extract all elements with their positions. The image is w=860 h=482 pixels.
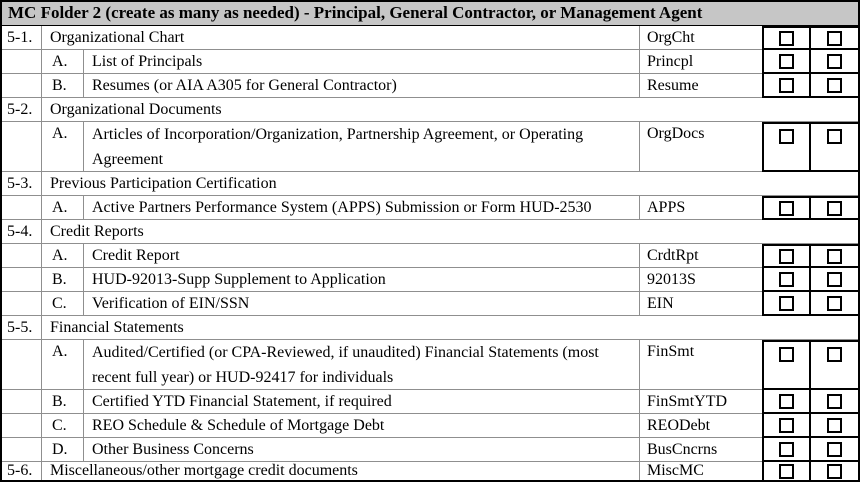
item-code: FinSmt [640,340,762,390]
checkbox-cell [811,390,858,414]
item-code: CrdtRpt [640,244,762,268]
table-row [2,244,858,268]
checkbox-2[interactable] [827,201,842,216]
item-description: Verification of EIN/SSN [84,292,640,316]
checkbox-2[interactable] [827,31,842,46]
item-code: Princpl [640,50,762,74]
table-row [2,50,858,74]
checkbox-1[interactable] [779,394,794,409]
checkbox-cell [762,50,811,74]
table-row [2,26,858,50]
checkbox-cell [762,26,811,50]
section-number [2,244,42,268]
section-number: 5-6. [2,462,42,480]
table-row [2,390,858,414]
checkbox-2[interactable] [827,249,842,264]
checkbox-cell [811,244,858,268]
item-description: Previous Participation Certification [42,172,858,196]
item-description: REO Schedule & Schedule of Mortgage Debt [84,414,640,438]
table-row [2,74,858,98]
item-letter: D. [42,438,84,462]
item-description: Articles of Incorporation/Organization, Partnership Agreement, or Operating Agreement [84,122,640,172]
table-row [2,122,858,172]
section-number: 5-1. [2,26,42,50]
item-description: Miscellaneous/other mortgage credit documents [42,462,640,480]
item-letter: B. [42,268,84,292]
item-description: Financial Statements [42,316,858,340]
checkbox-cell [762,74,811,98]
checkbox-cell [811,26,858,50]
checkbox-cell [762,292,811,316]
checkbox-cell [811,50,858,74]
item-description: Resumes (or AIA A305 for General Contractor) [84,74,640,98]
item-description: Credit Report [84,244,640,268]
checkbox-2[interactable] [827,78,842,93]
table-row [2,462,858,480]
item-letter: A. [42,244,84,268]
item-description: List of Principals [84,50,640,74]
item-code: REODebt [640,414,762,438]
section-number [2,196,42,220]
item-letter: A. [42,122,84,172]
item-description: Audited/Certified (or CPA-Reviewed, if unaudited) Financial Statements (most recent full year) or HUD-92417 for individuals [84,340,640,390]
item-code: FinSmtYTD [640,390,762,414]
checkbox-cell [811,268,858,292]
table-row [2,292,858,316]
checklist-rows [2,26,858,480]
checkbox-cell [762,268,811,292]
checkbox-2[interactable] [827,394,842,409]
checkbox-1[interactable] [779,418,794,433]
folder-title: MC Folder 2 (create as many as needed) - Principal, General Contractor, or Management Agent [2,2,858,26]
table-row [2,414,858,438]
checkbox-cell [762,244,811,268]
checkbox-cell [811,292,858,316]
item-description: HUD-92013-Supp Supplement to Application [84,268,640,292]
item-letter: C. [42,292,84,316]
checkbox-cell [762,122,811,172]
checkbox-1[interactable] [779,78,794,93]
checkbox-cell [762,196,811,220]
checkbox-2[interactable] [827,418,842,433]
section-number: 5-2. [2,98,42,122]
section-number [2,292,42,316]
table-row [2,220,858,244]
checkbox-2[interactable] [827,129,842,144]
item-code: OrgDocs [640,122,762,172]
item-description: Active Partners Performance System (APPS) Submission or Form HUD-2530 [84,196,640,220]
checkbox-1[interactable] [779,296,794,311]
section-number [2,50,42,74]
checkbox-cell [762,414,811,438]
item-code: APPS [640,196,762,220]
checkbox-2[interactable] [827,54,842,69]
checkbox-1[interactable] [779,31,794,46]
table-row [2,316,858,340]
checkbox-2[interactable] [827,296,842,311]
checkbox-cell [762,438,811,462]
section-number: 5-3. [2,172,42,196]
checkbox-cell [811,196,858,220]
item-description: Other Business Concerns [84,438,640,462]
checkbox-1[interactable] [779,129,794,144]
checkbox-cell [811,462,858,480]
item-code: OrgCht [640,26,762,50]
item-code: Resume [640,74,762,98]
checkbox-cell [811,74,858,98]
checkbox-cell [811,122,858,172]
item-letter: C. [42,414,84,438]
checkbox-1[interactable] [779,249,794,264]
section-number [2,390,42,414]
table-row [2,438,858,462]
checkbox-1[interactable] [779,442,794,457]
section-number: 5-4. [2,220,42,244]
checkbox-1[interactable] [779,272,794,287]
section-number [2,414,42,438]
table-row [2,172,858,196]
section-number [2,340,42,390]
item-letter: B. [42,390,84,414]
checkbox-2[interactable] [827,347,842,362]
item-code: 92013S [640,268,762,292]
checkbox-cell [811,340,858,390]
section-number: 5-5. [2,316,42,340]
checkbox-2[interactable] [827,272,842,287]
item-code: BusCncrns [640,438,762,462]
checkbox-1[interactable] [779,54,794,69]
section-number [2,74,42,98]
item-description: Organizational Documents [42,98,858,122]
section-number [2,122,42,172]
table-row [2,268,858,292]
checkbox-cell [811,438,858,462]
checkbox-1[interactable] [779,347,794,362]
checkbox-1[interactable] [779,464,794,479]
table-row [2,340,858,390]
item-letter: A. [42,340,84,390]
checkbox-1[interactable] [779,201,794,216]
checkbox-cell [762,462,811,480]
item-description: Certified YTD Financial Statement, if required [84,390,640,414]
table-row [2,196,858,220]
item-code: MiscMC [647,462,704,479]
checkbox-2[interactable] [827,442,842,457]
section-number [2,268,42,292]
item-letter: B. [42,74,84,98]
item-description: Organizational Chart [42,26,640,50]
item-description: Credit Reports [42,220,858,244]
item-letter: A. [42,50,84,74]
section-number [2,438,42,462]
checkbox-cell [762,390,811,414]
item-code: EIN [640,292,762,316]
checkbox-cell [762,340,811,390]
checkbox-2[interactable] [827,464,842,479]
table-row [2,98,858,122]
checkbox-cell [811,414,858,438]
item-letter: A. [42,196,84,220]
